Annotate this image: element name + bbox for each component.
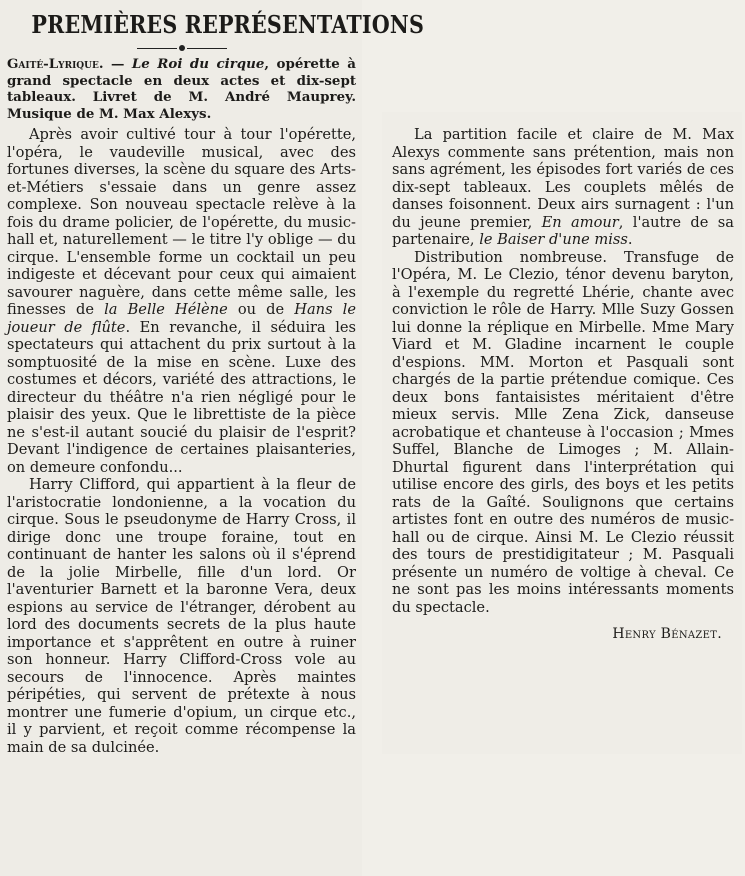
paragraph-text: . En revanche, il séduira les spectateurs qui attachent du prix surtout à la somptuosité de la mise en scène. Luxe des costumes et décors, variété des attractions, le directeur du théâtre n'a rien négligé pour le plaisir des yeux. Que le librettiste de la pièce ne s'est-il autant soucié du plaisir de l'esprit? Devant l'indigence de certaines plaisanteries, on demeure confondu...: [7, 318, 356, 476]
song-title: le Baiser d'une miss: [479, 231, 628, 248]
work-title: Hans le joueur de flûte: [7, 301, 356, 336]
theatre-name: Gaité-Lyrique.: [7, 56, 104, 72]
paragraph-music: [392, 126, 734, 249]
section-headline: PREMIÈRES REPRÉSENTATIONS: [31, 10, 425, 39]
paragraph-text: Après avoir cultivé tour à tour l'opérette, l'opéra, le vaudeville musical, avec des fortunes diverses, la scène du square des Arts-et-Métiers s'essaie dans un genre assez complexe. Son nouveau spectacle relève à la fois du drame policier, de l'opérette, du music-hall et, naturellement — le titre l'y oblige — du cirque. L'ensemble forme un cocktail un peu indigeste et décevant pour ceux qui aimaient savourer naguère, dans cette même salle, les finesses de: [7, 126, 356, 319]
lead-dash: —: [103, 56, 132, 72]
play-title: Le Roi du cirque: [131, 56, 265, 72]
lead-details: , opérette à grand spectacle en deux actes et dix-sept tableaux. Livret de M. André Mauprey. Musique de M. Max Alexys.: [7, 56, 356, 122]
work-title: la Belle Hélène: [104, 301, 228, 319]
right-column: [382, 112, 742, 754]
paragraph-intro: [7, 126, 356, 476]
paragraph-text: .: [627, 231, 633, 248]
paragraph-text: ou de: [227, 301, 295, 319]
song-title: En amour: [541, 213, 619, 231]
review-lead: [7, 56, 356, 122]
ornament-rule-left: [137, 48, 177, 49]
paragraph-text: , l'autre de sa partenaire,: [392, 213, 734, 248]
headline-ornament: [137, 42, 227, 54]
ornament-dot: [179, 45, 185, 51]
author-signature: Henry Bénazet.: [612, 626, 722, 642]
ornament-rule-right: [187, 48, 227, 49]
paragraph-text: La partition facile et claire de M. Max Alexys commente sans prétention, mais non sans agrément, les épisodes fort variés de ces dix-sept tableaux. Les couplets mêlés de danses foisonnent. Deux airs surnagent : l'un du jeune premier,: [392, 126, 734, 231]
paragraph-cast: Distribution nombreuse. Transfuge de l'Opéra, M. Le Clezio, ténor devenu baryton, à l'exemple du regretté Lhérie, chante avec conviction le rôle de Harry. Mlle Suzy Gossen lui donne la réplique en Mirbelle. Mme Mary Viard et M. Gladine incarnent le couple d'espions. MM. Morton et Pasquali sont chargés de la partie prétendue comique. Ces deux bons fantaisistes méritaient d'être mieux servis. Mlle Zena Zick, danseuse acrobatique et chanteuse à l'occasion ; Mmes Suffel, Blanche de Limoges ; M. Allain-Dhurtal figurent dans l'interprétation qui utilise encore des girls, des boys et les petits rats de la Gaîté. Soulignons que certains artistes font en outre des numéros de music-hall ou de cirque. Ainsi M. Le Clezio réussit des tours de prestidigitateur ; M. Pasquali présente un numéro de voltige à cheval. Ce ne sont pas les moins intéressants moments du spectacle.: [392, 248, 734, 616]
paragraph-plot: Harry Clifford, qui appartient à la fleur de l'aristocratie londonienne, a la vocation du cirque. Sous le pseudonyme de Harry Cross, il dirige donc une troupe foraine, tout en continuant de hanter les salons où il s'éprend de la jolie Mirbelle, fille d'un lord. Or l'aventurier Barnett et la baronne Vera, deux espions au service de l'étranger, dérobent au lord des documents secrets de la plus haute importance et s'apprêtent en outre à ruiner son honneur. Harry Clifford-Cross vole au secours de l'innocence. Après maintes péripéties, qui servent de prétexte à nous montrer une fumerie d'opium, un cirque etc., il y parvient, et reçoit comme récompense la main de sa dulcinée.: [7, 476, 356, 756]
